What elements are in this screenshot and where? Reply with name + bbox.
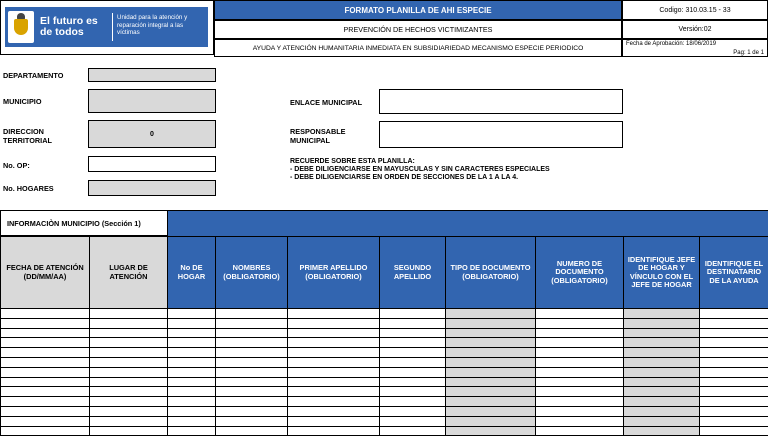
table-cell[interactable] bbox=[168, 318, 216, 328]
table-cell[interactable] bbox=[446, 397, 536, 407]
enlace-municipal-field[interactable] bbox=[379, 89, 623, 114]
table-cell[interactable] bbox=[536, 318, 624, 328]
table-cell[interactable] bbox=[446, 318, 536, 328]
table-cell[interactable] bbox=[288, 348, 380, 358]
table-cell[interactable] bbox=[380, 367, 446, 377]
table-cell[interactable] bbox=[288, 328, 380, 338]
table-cell[interactable] bbox=[536, 387, 624, 397]
table-cell[interactable] bbox=[700, 318, 768, 328]
table-cell[interactable] bbox=[700, 397, 768, 407]
table-cell[interactable] bbox=[216, 357, 288, 367]
document-version: Versión:02 bbox=[622, 20, 768, 39]
government-logo bbox=[5, 7, 208, 47]
table-cell[interactable] bbox=[90, 387, 168, 397]
table-cell[interactable] bbox=[90, 318, 168, 328]
table-cell[interactable] bbox=[1, 377, 90, 387]
table-cell[interactable] bbox=[216, 377, 288, 387]
table-cell[interactable] bbox=[288, 309, 380, 319]
table-cell[interactable] bbox=[288, 387, 380, 397]
no-op-field[interactable] bbox=[88, 156, 216, 172]
process-name: PREVENCIÓN DE HECHOS VICTIMIZANTES bbox=[214, 20, 622, 39]
logo-divider bbox=[112, 13, 113, 41]
approval-cell bbox=[622, 39, 768, 57]
logo-slogan: El futuro es de todos bbox=[40, 15, 98, 38]
table-cell[interactable] bbox=[216, 416, 288, 426]
table-cell[interactable] bbox=[624, 338, 700, 348]
table-cell[interactable] bbox=[216, 387, 288, 397]
table-cell[interactable] bbox=[446, 348, 536, 358]
table-cell[interactable] bbox=[90, 309, 168, 319]
table-cell[interactable] bbox=[380, 387, 446, 397]
table-cell[interactable] bbox=[1, 328, 90, 338]
logo-cell bbox=[0, 0, 214, 55]
no-hogares-label: No. HOGARES bbox=[3, 184, 54, 193]
table-cell[interactable] bbox=[700, 406, 768, 416]
table-row bbox=[1, 318, 768, 328]
column-header: NUMERO DE DOCUMENTO (OBLIGATORIO) bbox=[536, 237, 624, 309]
form-title: FORMATO PLANILLA DE AHI ESPECIE bbox=[214, 0, 622, 20]
table-row bbox=[1, 309, 768, 319]
table-cell[interactable] bbox=[168, 338, 216, 348]
table-cell[interactable] bbox=[624, 377, 700, 387]
table-cell[interactable] bbox=[380, 397, 446, 407]
table-cell[interactable] bbox=[216, 338, 288, 348]
approval-date: Fecha de Aprobación: 18/06/2019 bbox=[626, 41, 717, 47]
table-cell[interactable] bbox=[446, 309, 536, 319]
table-cell[interactable] bbox=[168, 367, 216, 377]
document-code: Codigo: 310.03.15 - 33 bbox=[622, 0, 768, 20]
note-line-1: - DEBE DILIGENCIARSE EN MAYUSCULAS Y SIN CARACTERES ESPECIALES bbox=[290, 166, 550, 173]
table-cell[interactable] bbox=[1, 367, 90, 377]
table-cell[interactable] bbox=[1, 416, 90, 426]
departamento-label: DEPARTAMENTO bbox=[3, 71, 64, 80]
table-cell[interactable] bbox=[90, 338, 168, 348]
table-cell[interactable] bbox=[536, 426, 624, 436]
page-number: Pag: 1 de 1 bbox=[733, 50, 764, 56]
table-row bbox=[1, 377, 768, 387]
municipio-field[interactable] bbox=[88, 89, 216, 113]
table-cell[interactable] bbox=[168, 426, 216, 436]
table-row bbox=[1, 367, 768, 377]
table-cell[interactable] bbox=[216, 309, 288, 319]
column-header: NOMBRES (OBLIGATORIO) bbox=[216, 237, 288, 309]
table-cell[interactable] bbox=[168, 406, 216, 416]
table-cell[interactable] bbox=[536, 348, 624, 358]
table-cell[interactable] bbox=[446, 328, 536, 338]
table-row bbox=[1, 348, 768, 358]
table-cell[interactable] bbox=[446, 367, 536, 377]
table-cell[interactable] bbox=[380, 406, 446, 416]
coat-of-arms-icon bbox=[8, 11, 34, 43]
table-cell[interactable] bbox=[700, 328, 768, 338]
table-cell[interactable] bbox=[168, 397, 216, 407]
beneficiaries-table bbox=[0, 236, 768, 436]
table-cell[interactable] bbox=[380, 338, 446, 348]
table-cell[interactable] bbox=[624, 367, 700, 377]
table-cell[interactable] bbox=[1, 318, 90, 328]
table-cell[interactable] bbox=[700, 387, 768, 397]
table-cell[interactable] bbox=[536, 367, 624, 377]
table-row bbox=[1, 357, 768, 367]
table-cell[interactable] bbox=[446, 377, 536, 387]
table-cell[interactable] bbox=[380, 416, 446, 426]
table-cell[interactable] bbox=[216, 328, 288, 338]
table-cell[interactable] bbox=[536, 416, 624, 426]
table-cell[interactable] bbox=[536, 338, 624, 348]
table-cell[interactable] bbox=[168, 377, 216, 387]
table-cell[interactable] bbox=[380, 357, 446, 367]
table-cell[interactable] bbox=[446, 416, 536, 426]
table-cell[interactable] bbox=[380, 377, 446, 387]
table-cell[interactable] bbox=[288, 377, 380, 387]
table-cell[interactable] bbox=[446, 426, 536, 436]
note-title: RECUERDE SOBRE ESTA PLANILLA: bbox=[290, 158, 415, 165]
table-body bbox=[1, 309, 768, 436]
table-cell[interactable] bbox=[90, 367, 168, 377]
table-cell[interactable] bbox=[624, 328, 700, 338]
logo-entity-name: Unidad para la atención y reparación integral a las víctimas bbox=[117, 14, 188, 36]
table-cell[interactable] bbox=[1, 309, 90, 319]
table-cell[interactable] bbox=[380, 426, 446, 436]
table-cell[interactable] bbox=[288, 426, 380, 436]
no-op-label: No. OP: bbox=[3, 161, 30, 170]
table-cell[interactable] bbox=[700, 348, 768, 358]
table-cell[interactable] bbox=[288, 397, 380, 407]
table-cell[interactable] bbox=[624, 387, 700, 397]
table-cell[interactable] bbox=[1, 406, 90, 416]
table-cell[interactable] bbox=[288, 318, 380, 328]
table-cell[interactable] bbox=[536, 377, 624, 387]
column-header: SEGUNDO APELLIDO bbox=[380, 237, 446, 309]
table-cell[interactable] bbox=[90, 426, 168, 436]
section-1-label: INFORMACIÒN MUNICIPIO (Sección 1) bbox=[0, 210, 168, 236]
no-hogares-field[interactable] bbox=[88, 180, 216, 196]
table-cell[interactable] bbox=[624, 397, 700, 407]
table-cell[interactable] bbox=[90, 406, 168, 416]
table-cell[interactable] bbox=[700, 357, 768, 367]
column-header: PRIMER APELLIDO (OBLIGATORIO) bbox=[288, 237, 380, 309]
table-cell[interactable] bbox=[168, 416, 216, 426]
table-row bbox=[1, 387, 768, 397]
table-cell[interactable] bbox=[380, 318, 446, 328]
table-cell[interactable] bbox=[216, 318, 288, 328]
table-cell[interactable] bbox=[288, 416, 380, 426]
column-header: IDENTIFIQUE EL DESTINATARIO DE LA AYUDA bbox=[700, 237, 768, 309]
table-row bbox=[1, 328, 768, 338]
table-cell[interactable] bbox=[168, 348, 216, 358]
table-cell[interactable] bbox=[700, 338, 768, 348]
table-cell[interactable] bbox=[380, 348, 446, 358]
table-cell[interactable] bbox=[624, 357, 700, 367]
table-cell[interactable] bbox=[536, 328, 624, 338]
table-cell[interactable] bbox=[216, 348, 288, 358]
table-cell[interactable] bbox=[216, 397, 288, 407]
table-cell[interactable] bbox=[624, 309, 700, 319]
table-cell[interactable] bbox=[1, 338, 90, 348]
table-cell[interactable] bbox=[90, 357, 168, 367]
table-cell[interactable] bbox=[90, 416, 168, 426]
municipio-label: MUNICIPIO bbox=[3, 97, 42, 106]
table-cell[interactable] bbox=[536, 309, 624, 319]
table-cell[interactable] bbox=[1, 397, 90, 407]
table-cell[interactable] bbox=[624, 318, 700, 328]
table-cell[interactable] bbox=[90, 397, 168, 407]
table-cell[interactable] bbox=[624, 406, 700, 416]
table-row bbox=[1, 338, 768, 348]
responsable-municipal-field[interactable] bbox=[379, 121, 623, 148]
subject-line: AYUDA Y ATENCIÓN HUMANITARIA INMEDIATA EN SUBSIDIARIEDAD MECANISMO ESPECIE PERIODICO bbox=[214, 39, 622, 57]
table-cell[interactable] bbox=[90, 377, 168, 387]
table-cell[interactable] bbox=[536, 397, 624, 407]
table-cell[interactable] bbox=[446, 406, 536, 416]
table-cell[interactable] bbox=[536, 406, 624, 416]
table-cell[interactable] bbox=[216, 367, 288, 377]
table-cell[interactable] bbox=[1, 426, 90, 436]
table-cell[interactable] bbox=[1, 357, 90, 367]
table-cell[interactable] bbox=[216, 426, 288, 436]
table-cell[interactable] bbox=[288, 338, 380, 348]
table-cell[interactable] bbox=[700, 309, 768, 319]
table-cell[interactable] bbox=[446, 338, 536, 348]
table-cell[interactable] bbox=[216, 406, 288, 416]
table-cell[interactable] bbox=[446, 357, 536, 367]
table-cell[interactable] bbox=[288, 367, 380, 377]
table-cell[interactable] bbox=[168, 309, 216, 319]
table-cell[interactable] bbox=[380, 309, 446, 319]
table-cell[interactable] bbox=[288, 357, 380, 367]
instructions-note bbox=[290, 158, 550, 182]
table-cell[interactable] bbox=[700, 416, 768, 426]
table-cell[interactable] bbox=[168, 328, 216, 338]
column-header: LUGAR DE ATENCIÓN bbox=[90, 237, 168, 309]
table-cell[interactable] bbox=[700, 426, 768, 436]
table-cell[interactable] bbox=[624, 416, 700, 426]
table-cell[interactable] bbox=[624, 348, 700, 358]
table-cell[interactable] bbox=[446, 387, 536, 397]
direccion-territorial-label: DIRECCION TERRITORIAL bbox=[3, 127, 52, 145]
table-cell[interactable] bbox=[536, 357, 624, 367]
table-cell[interactable] bbox=[168, 387, 216, 397]
table-cell[interactable] bbox=[700, 367, 768, 377]
table-row bbox=[1, 426, 768, 436]
table-row bbox=[1, 406, 768, 416]
column-header: IDENTIFIQUE JEFE DE HOGAR Y VÍNCULO CON EL JEFE DE HOGAR bbox=[624, 237, 700, 309]
responsable-municipal-label: RESPONSABLE MUNICIPAL bbox=[290, 127, 346, 145]
table-header-row bbox=[1, 237, 768, 309]
table-cell[interactable] bbox=[624, 426, 700, 436]
table-cell[interactable] bbox=[1, 387, 90, 397]
table-cell[interactable] bbox=[700, 377, 768, 387]
note-line-2: - DEBE DILIGENCIARSE EN ORDEN DE SECCIONES DE LA 1 A LA 4. bbox=[290, 174, 519, 181]
table-cell[interactable] bbox=[380, 328, 446, 338]
column-header: No DE HOGAR bbox=[168, 237, 216, 309]
enlace-municipal-label: ENLACE MUNICIPAL bbox=[290, 98, 363, 107]
table-cell[interactable] bbox=[1, 348, 90, 358]
table-cell[interactable] bbox=[90, 328, 168, 338]
departamento-field[interactable] bbox=[88, 68, 216, 82]
table-cell[interactable] bbox=[288, 406, 380, 416]
table-row bbox=[1, 397, 768, 407]
column-header: TIPO DE DOCUMENTO (OBLIGATORIO) bbox=[446, 237, 536, 309]
table-row bbox=[1, 416, 768, 426]
column-header: FECHA DE ATENCIÓN (DD/MM/AA) bbox=[1, 237, 90, 309]
table-cell[interactable] bbox=[90, 348, 168, 358]
direccion-territorial-field[interactable]: 0 bbox=[88, 120, 216, 148]
table-cell[interactable] bbox=[168, 357, 216, 367]
